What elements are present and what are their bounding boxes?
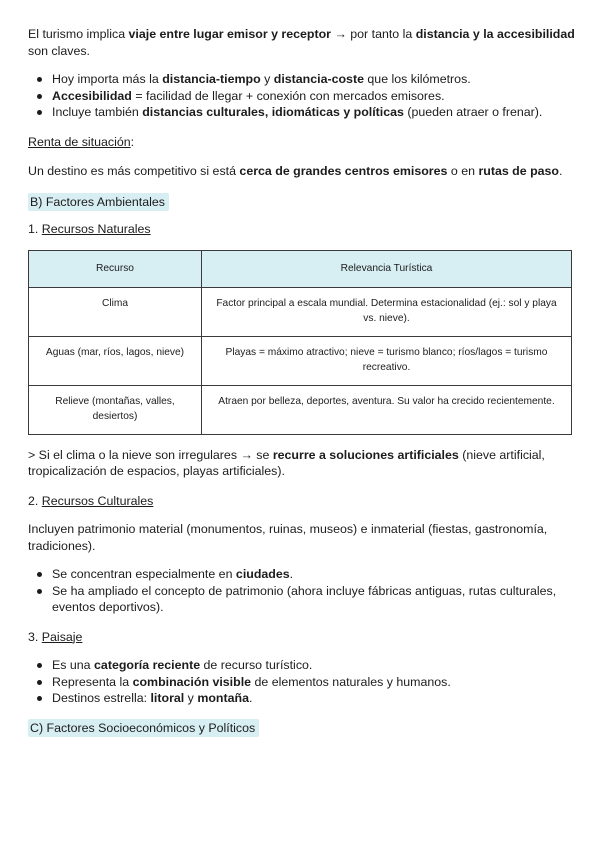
- subsection-landscape: 3. Paisaje: [28, 629, 83, 644]
- table-cell: Clima: [29, 287, 202, 336]
- intro-paragraph: [28, 26, 576, 59]
- table-cell: Relieve (montañas, valles, desiertos): [29, 385, 202, 434]
- list-item: Accesibilidad = facilidad de llegar + conexión con mercados emisores.: [28, 88, 576, 105]
- table-row: [29, 287, 572, 336]
- section-b-heading: B) Factores Ambientales: [28, 193, 576, 212]
- text: son claves.: [28, 43, 90, 58]
- resources-table: [28, 250, 572, 435]
- list-item: Se concentran especialmente en ciudades.: [28, 566, 576, 583]
- renta-heading: Renta de situación:: [28, 134, 135, 149]
- table-cell: Aguas (mar, ríos, lagos, nieve): [29, 336, 202, 385]
- list-item: Representa la combinación visible de elementos naturales y humanos.: [28, 674, 576, 691]
- table-row: [29, 336, 572, 385]
- text: El turismo implica: [28, 27, 129, 41]
- list-item: Es una categoría reciente de recurso turístico.: [28, 657, 576, 674]
- table-cell: Atraen por belleza, deportes, aventura. Su valor ha crecido recientemente.: [202, 385, 572, 434]
- cultural-paragraph: Incluyen patrimonio material (monumentos, ruinas, museos) e inmaterial (fiestas, gastronomía, tradiciones).: [28, 522, 548, 553]
- bold-text: viaje entre lugar emisor y receptor: [128, 27, 331, 41]
- section-c-heading: C) Factores Socioeconómicos y Políticos: [28, 719, 576, 738]
- list-item: Incluye también distancias culturales, idiomáticas y políticas (pueden atraer o frenar).: [28, 104, 576, 121]
- table-cell: Playas = máximo atractivo; nieve = turismo blanco; ríos/lagos = turismo recreativo.: [202, 336, 572, 385]
- cultural-list: [28, 566, 576, 616]
- list-item: Destinos estrella: litoral y montaña.: [28, 690, 576, 707]
- text: → por tanto la: [331, 27, 416, 41]
- table-header: Relevancia Turística: [202, 250, 572, 287]
- bold-text: distancia y la accesibilidad: [415, 27, 575, 41]
- landscape-list: [28, 657, 576, 707]
- list-item: Hoy importa más la distancia-tiempo y distancia-coste que los kilómetros.: [28, 71, 576, 88]
- subsection-natural-resources: 1. Recursos Naturales: [28, 222, 151, 236]
- list-item: Se ha ampliado el concepto de patrimonio (ahora incluye fábricas antiguas, rutas culturales, eventos deportivos).: [28, 583, 576, 616]
- document-page: [28, 26, 576, 737]
- artificial-solutions-note: > Si el clima o la nieve son irregulares → se recurre a soluciones artificiales (nieve artificial, tropicalización de espacios, playas artificiales).: [28, 447, 545, 478]
- table-header: Recurso: [29, 250, 202, 287]
- table-cell: Factor principal a escala mundial. Determina estacionalidad (ej.: sol y playa vs. nieve).: [202, 287, 572, 336]
- table-row: [29, 385, 572, 434]
- accessibility-list: [28, 71, 576, 121]
- competitive-paragraph: Un destino es más competitivo si está cerca de grandes centros emisores o en rutas de paso.: [28, 164, 563, 178]
- subsection-cultural-resources: 2. Recursos Culturales: [28, 493, 154, 508]
